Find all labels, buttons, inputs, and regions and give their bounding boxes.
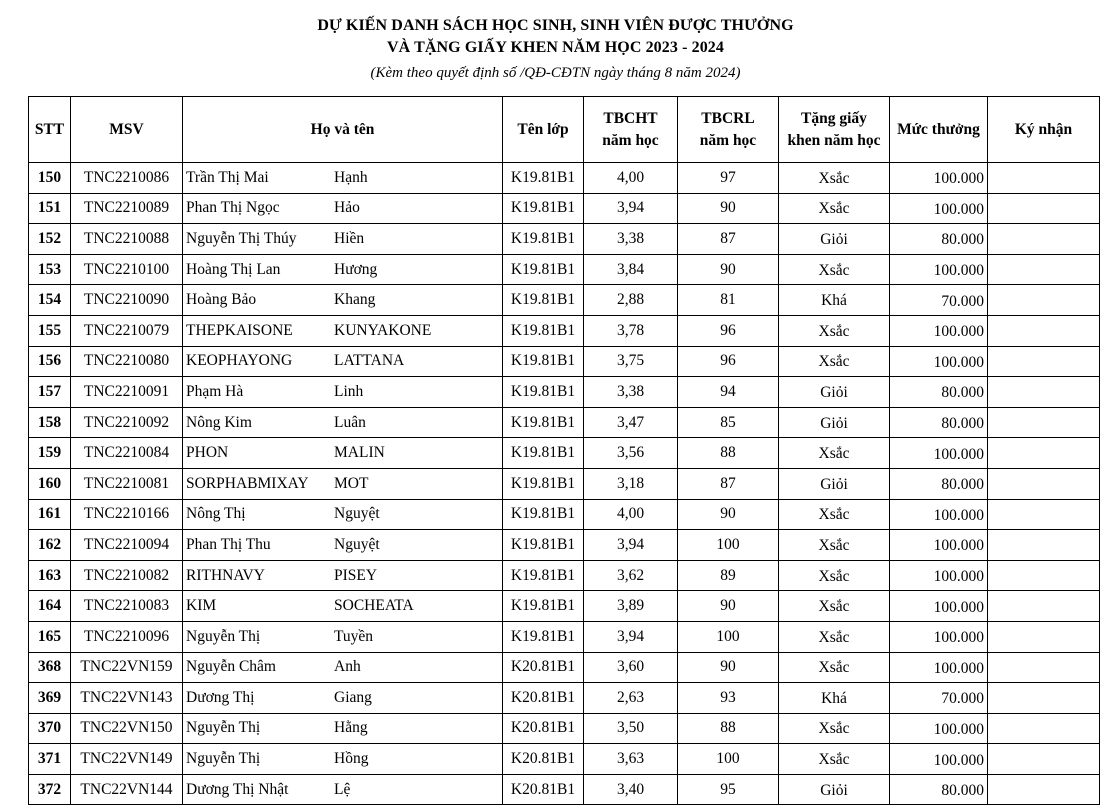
cell-muc-thuong: 100.000	[890, 163, 988, 194]
cell-tbcht: 4,00	[584, 499, 678, 530]
cell-ho: PHON	[186, 444, 229, 462]
cell-muc-thuong: 70.000	[890, 683, 988, 714]
table-row	[29, 621, 1100, 652]
col-header-lop: Tên lớp	[503, 97, 584, 163]
cell-hoten	[183, 285, 503, 316]
cell-tbcrl: 88	[678, 438, 779, 469]
cell-msv: TNC2210081	[71, 468, 183, 499]
col-header-ky-nhan: Ký nhận	[988, 97, 1100, 163]
cell-ky-nhan	[988, 744, 1100, 775]
col-header-giaykhen	[779, 97, 890, 163]
table-row	[29, 744, 1100, 775]
cell-msv: TNC2210080	[71, 346, 183, 377]
cell-stt: 159	[29, 438, 71, 469]
table-row	[29, 499, 1100, 530]
cell-xep-loai: Xsắc	[779, 193, 890, 224]
cell-ho: Nông Thị	[186, 505, 246, 523]
col-header-tbcrl-line1: TBCRL	[701, 109, 755, 127]
cell-msv: TNC2210089	[71, 193, 183, 224]
cell-ten: Tuyền	[334, 627, 374, 645]
cell-msv: TNC2210082	[71, 560, 183, 591]
cell-ky-nhan	[988, 683, 1100, 714]
cell-lop: K19.81B1	[503, 438, 584, 469]
cell-tbcht: 3,56	[584, 438, 678, 469]
cell-lop: K19.81B1	[503, 560, 584, 591]
cell-xep-loai: Xsắc	[779, 163, 890, 194]
cell-muc-thuong: 100.000	[890, 652, 988, 683]
cell-ten: Hảo	[334, 199, 360, 217]
cell-tbcrl: 96	[678, 315, 779, 346]
table-row	[29, 468, 1100, 499]
cell-ten: Lệ	[334, 780, 351, 798]
cell-tbcrl: 100	[678, 744, 779, 775]
cell-tbcht: 3,94	[584, 530, 678, 561]
cell-hoten	[183, 652, 503, 683]
cell-tbcrl: 94	[678, 377, 779, 408]
cell-ten: SOCHEATA	[334, 597, 414, 615]
cell-hoten	[183, 346, 503, 377]
cell-ho: Nguyễn Thị	[186, 719, 261, 737]
cell-ten: Linh	[334, 382, 364, 400]
table-row	[29, 713, 1100, 744]
cell-hoten	[183, 315, 503, 346]
cell-hoten	[183, 377, 503, 408]
cell-muc-thuong: 70.000	[890, 285, 988, 316]
cell-msv: TNC2210094	[71, 530, 183, 561]
cell-stt: 165	[29, 621, 71, 652]
cell-muc-thuong: 100.000	[890, 560, 988, 591]
cell-ho: SORPHABMIXAY	[186, 474, 309, 492]
cell-xep-loai: Xsắc	[779, 499, 890, 530]
cell-hoten	[183, 193, 503, 224]
cell-tbcrl: 90	[678, 652, 779, 683]
cell-tbcrl: 97	[678, 163, 779, 194]
cell-ky-nhan	[988, 438, 1100, 469]
cell-ho: THEPKAISONE	[186, 321, 293, 339]
cell-tbcht: 3,75	[584, 346, 678, 377]
cell-msv: TNC2210090	[71, 285, 183, 316]
col-header-msv: MSV	[71, 97, 183, 163]
table-row	[29, 346, 1100, 377]
cell-hoten	[183, 744, 503, 775]
cell-ho: Dương Thị Nhật	[186, 780, 289, 798]
cell-xep-loai: Xsắc	[779, 315, 890, 346]
cell-hoten	[183, 560, 503, 591]
cell-xep-loai: Giỏi	[779, 377, 890, 408]
cell-ho: Phan Thị Thu	[186, 535, 271, 553]
cell-muc-thuong: 80.000	[890, 774, 988, 805]
cell-lop: K19.81B1	[503, 346, 584, 377]
cell-xep-loai: Xsắc	[779, 560, 890, 591]
cell-lop: K19.81B1	[503, 224, 584, 255]
cell-ten: LATTANA	[334, 352, 405, 370]
cell-lop: K19.81B1	[503, 530, 584, 561]
cell-tbcht: 3,40	[584, 774, 678, 805]
cell-ten: Hạnh	[334, 168, 368, 186]
cell-stt: 163	[29, 560, 71, 591]
cell-muc-thuong: 100.000	[890, 499, 988, 530]
cell-ky-nhan	[988, 468, 1100, 499]
col-header-giaykhen-line2: khen năm học	[787, 131, 881, 149]
cell-tbcht: 3,89	[584, 591, 678, 622]
cell-stt: 155	[29, 315, 71, 346]
cell-hoten	[183, 254, 503, 285]
cell-hoten	[183, 407, 503, 438]
col-header-hoten: Họ và tên	[183, 97, 503, 163]
cell-tbcrl: 90	[678, 254, 779, 285]
cell-msv: TNC2210086	[71, 163, 183, 194]
cell-ho: KEOPHAYONG	[186, 352, 293, 370]
document-subtitle: (Kèm theo quyết định số /QĐ-CĐTN ngày tháng 8 năm 2024)	[370, 65, 741, 81]
cell-stt: 150	[29, 163, 71, 194]
col-header-tbcrl	[678, 97, 779, 163]
cell-ten: Nguyệt	[334, 535, 380, 553]
cell-xep-loai: Giỏi	[779, 468, 890, 499]
award-list-table	[28, 96, 1100, 805]
cell-ten: KUNYAKONE	[334, 321, 432, 339]
cell-xep-loai: Xsắc	[779, 254, 890, 285]
cell-ten: PISEY	[334, 566, 378, 584]
cell-tbcht: 3,62	[584, 560, 678, 591]
cell-tbcrl: 96	[678, 346, 779, 377]
cell-ky-nhan	[988, 560, 1100, 591]
cell-msv: TNC22VN144	[71, 774, 183, 805]
table-row	[29, 652, 1100, 683]
cell-tbcrl: 87	[678, 224, 779, 255]
cell-stt: 154	[29, 285, 71, 316]
col-header-tbcrl-line2: năm học	[699, 131, 757, 149]
cell-hoten	[183, 163, 503, 194]
cell-ho: Nguyễn Thị	[186, 627, 261, 645]
cell-tbcrl: 87	[678, 468, 779, 499]
table-row	[29, 193, 1100, 224]
table-row	[29, 438, 1100, 469]
cell-tbcht: 2,88	[584, 285, 678, 316]
cell-ten: Nguyệt	[334, 505, 380, 523]
cell-ky-nhan	[988, 530, 1100, 561]
cell-ho: Nguyễn Thị Thúy	[186, 229, 297, 247]
cell-msv: TNC2210100	[71, 254, 183, 285]
cell-lop: K19.81B1	[503, 163, 584, 194]
cell-msv: TNC2210166	[71, 499, 183, 530]
cell-stt: 369	[29, 683, 71, 714]
cell-lop: K19.81B1	[503, 193, 584, 224]
cell-lop: K19.81B1	[503, 499, 584, 530]
cell-hoten	[183, 224, 503, 255]
cell-lop: K19.81B1	[503, 621, 584, 652]
table-row	[29, 591, 1100, 622]
cell-tbcrl: 95	[678, 774, 779, 805]
cell-stt: 156	[29, 346, 71, 377]
cell-tbcrl: 88	[678, 713, 779, 744]
cell-tbcht: 3,78	[584, 315, 678, 346]
cell-ho: Phan Thị Ngọc	[186, 199, 280, 217]
cell-muc-thuong: 80.000	[890, 407, 988, 438]
cell-ho: Trần Thị Mai	[186, 168, 269, 186]
cell-ho: Phạm Hà	[186, 382, 244, 400]
cell-muc-thuong: 100.000	[890, 193, 988, 224]
cell-tbcrl: 90	[678, 499, 779, 530]
cell-ten: Hằng	[334, 719, 368, 737]
cell-stt: 368	[29, 652, 71, 683]
cell-ho: Hoàng Thị Lan	[186, 260, 281, 278]
table-header-row	[29, 97, 1100, 163]
cell-hoten	[183, 499, 503, 530]
cell-ky-nhan	[988, 499, 1100, 530]
table-row	[29, 407, 1100, 438]
cell-muc-thuong: 80.000	[890, 377, 988, 408]
cell-ten: Hồng	[334, 750, 369, 768]
cell-ky-nhan	[988, 254, 1100, 285]
cell-lop: K19.81B1	[503, 377, 584, 408]
col-header-tbcht-line1: TBCHT	[603, 109, 658, 127]
cell-msv: TNC2210092	[71, 407, 183, 438]
table-row	[29, 683, 1100, 714]
cell-tbcht: 3,60	[584, 652, 678, 683]
cell-msv: TNC2210088	[71, 224, 183, 255]
document-title-line2: VÀ TẶNG GIẤY KHEN NĂM HỌC 2023 - 2024	[386, 39, 725, 56]
cell-hoten	[183, 774, 503, 805]
cell-stt: 160	[29, 468, 71, 499]
cell-ky-nhan	[988, 285, 1100, 316]
cell-lop: K19.81B1	[503, 468, 584, 499]
cell-muc-thuong: 100.000	[890, 346, 988, 377]
cell-ten: MOT	[334, 474, 369, 492]
cell-ky-nhan	[988, 713, 1100, 744]
cell-muc-thuong: 80.000	[890, 224, 988, 255]
cell-hoten	[183, 530, 503, 561]
cell-tbcht: 3,50	[584, 713, 678, 744]
cell-xep-loai: Xsắc	[779, 438, 890, 469]
cell-ten: Giang	[334, 688, 372, 706]
cell-tbcht: 3,38	[584, 224, 678, 255]
cell-xep-loai: Giỏi	[779, 407, 890, 438]
cell-ho: RITHNAVY	[186, 566, 265, 584]
cell-xep-loai: Xsắc	[779, 713, 890, 744]
cell-lop: K20.81B1	[503, 744, 584, 775]
table-row	[29, 315, 1100, 346]
cell-ho: KIM	[186, 597, 217, 615]
cell-lop: K19.81B1	[503, 285, 584, 316]
cell-stt: 372	[29, 774, 71, 805]
cell-xep-loai: Xsắc	[779, 744, 890, 775]
cell-xep-loai: Giỏi	[779, 224, 890, 255]
cell-xep-loai: Xsắc	[779, 621, 890, 652]
cell-tbcrl: 81	[678, 285, 779, 316]
cell-lop: K19.81B1	[503, 315, 584, 346]
cell-ky-nhan	[988, 591, 1100, 622]
col-header-giaykhen-line1: Tặng giấy	[801, 109, 867, 127]
cell-stt: 161	[29, 499, 71, 530]
cell-tbcht: 3,84	[584, 254, 678, 285]
cell-ten: Anh	[334, 658, 361, 676]
cell-stt: 153	[29, 254, 71, 285]
cell-stt: 151	[29, 193, 71, 224]
cell-ho: Dương Thị	[186, 688, 255, 706]
cell-ten: Khang	[334, 291, 376, 309]
cell-muc-thuong: 100.000	[890, 621, 988, 652]
cell-stt: 371	[29, 744, 71, 775]
cell-hoten	[183, 683, 503, 714]
cell-msv: TNC22VN150	[71, 713, 183, 744]
cell-tbcht: 3,94	[584, 193, 678, 224]
cell-muc-thuong: 100.000	[890, 591, 988, 622]
cell-ky-nhan	[988, 377, 1100, 408]
cell-stt: 162	[29, 530, 71, 561]
cell-lop: K20.81B1	[503, 683, 584, 714]
cell-muc-thuong: 100.000	[890, 438, 988, 469]
cell-ten: MALIN	[334, 444, 385, 462]
cell-msv: TNC2210079	[71, 315, 183, 346]
cell-muc-thuong: 100.000	[890, 315, 988, 346]
cell-ky-nhan	[988, 346, 1100, 377]
cell-ho: Nguyễn Thị	[186, 750, 261, 768]
cell-xep-loai: Xsắc	[779, 346, 890, 377]
cell-tbcrl: 93	[678, 683, 779, 714]
cell-ho: Hoàng Bảo	[186, 291, 257, 309]
cell-ky-nhan	[988, 224, 1100, 255]
cell-tbcrl: 89	[678, 560, 779, 591]
cell-hoten	[183, 438, 503, 469]
cell-tbcht: 3,47	[584, 407, 678, 438]
cell-tbcht: 3,63	[584, 744, 678, 775]
table-row	[29, 774, 1100, 805]
cell-ky-nhan	[988, 315, 1100, 346]
cell-tbcrl: 100	[678, 621, 779, 652]
col-header-tbcht-line2: năm học	[602, 131, 659, 149]
table-row	[29, 254, 1100, 285]
cell-lop: K20.81B1	[503, 652, 584, 683]
cell-xep-loai: Khá	[779, 683, 890, 714]
cell-msv: TNC22VN159	[71, 652, 183, 683]
cell-ho: Nông Kim	[186, 413, 252, 431]
cell-lop: K19.81B1	[503, 407, 584, 438]
cell-stt: 164	[29, 591, 71, 622]
cell-stt: 152	[29, 224, 71, 255]
cell-lop: K19.81B1	[503, 591, 584, 622]
cell-muc-thuong: 100.000	[890, 713, 988, 744]
cell-xep-loai: Khá	[779, 285, 890, 316]
col-header-stt: STT	[29, 97, 71, 163]
cell-ky-nhan	[988, 163, 1100, 194]
col-header-tbcht	[584, 97, 678, 163]
cell-ho: Nguyễn Châm	[186, 658, 276, 676]
cell-muc-thuong: 80.000	[890, 468, 988, 499]
cell-ky-nhan	[988, 652, 1100, 683]
cell-hoten	[183, 621, 503, 652]
document-title-line1: DỰ KIẾN DANH SÁCH HỌC SINH, SINH VIÊN ĐƯỢC THƯỞNG	[317, 17, 794, 34]
cell-lop: K19.81B1	[503, 254, 584, 285]
cell-stt: 370	[29, 713, 71, 744]
cell-hoten	[183, 713, 503, 744]
cell-tbcht: 2,63	[584, 683, 678, 714]
table-row	[29, 224, 1100, 255]
cell-xep-loai: Xsắc	[779, 591, 890, 622]
cell-hoten	[183, 468, 503, 499]
table-row	[29, 560, 1100, 591]
cell-msv: TNC22VN143	[71, 683, 183, 714]
table-row	[29, 163, 1100, 194]
cell-muc-thuong: 100.000	[890, 530, 988, 561]
cell-msv: TNC22VN149	[71, 744, 183, 775]
cell-ky-nhan	[988, 193, 1100, 224]
cell-ky-nhan	[988, 407, 1100, 438]
cell-stt: 158	[29, 407, 71, 438]
table-row	[29, 377, 1100, 408]
cell-tbcht: 3,38	[584, 377, 678, 408]
cell-ten: Luân	[334, 413, 366, 431]
cell-hoten	[183, 591, 503, 622]
cell-msv: TNC2210091	[71, 377, 183, 408]
cell-ten: Hương	[334, 260, 378, 278]
cell-ky-nhan	[988, 774, 1100, 805]
cell-stt: 157	[29, 377, 71, 408]
cell-tbcht: 3,94	[584, 621, 678, 652]
cell-tbcrl: 90	[678, 591, 779, 622]
cell-msv: TNC2210096	[71, 621, 183, 652]
col-header-muc-thuong: Mức thưởng	[890, 97, 988, 163]
cell-xep-loai: Xsắc	[779, 530, 890, 561]
cell-muc-thuong: 100.000	[890, 744, 988, 775]
cell-lop: K20.81B1	[503, 774, 584, 805]
cell-tbcht: 4,00	[584, 163, 678, 194]
cell-xep-loai: Xsắc	[779, 652, 890, 683]
cell-msv: TNC2210084	[71, 438, 183, 469]
cell-ky-nhan	[988, 621, 1100, 652]
table-row	[29, 285, 1100, 316]
cell-tbcrl: 85	[678, 407, 779, 438]
cell-muc-thuong: 100.000	[890, 254, 988, 285]
cell-xep-loai: Giỏi	[779, 774, 890, 805]
cell-tbcrl: 100	[678, 530, 779, 561]
cell-tbcrl: 90	[678, 193, 779, 224]
cell-lop: K20.81B1	[503, 713, 584, 744]
cell-tbcht: 3,18	[584, 468, 678, 499]
cell-msv: TNC2210083	[71, 591, 183, 622]
cell-ten: Hiền	[334, 229, 365, 247]
table-row	[29, 530, 1100, 561]
